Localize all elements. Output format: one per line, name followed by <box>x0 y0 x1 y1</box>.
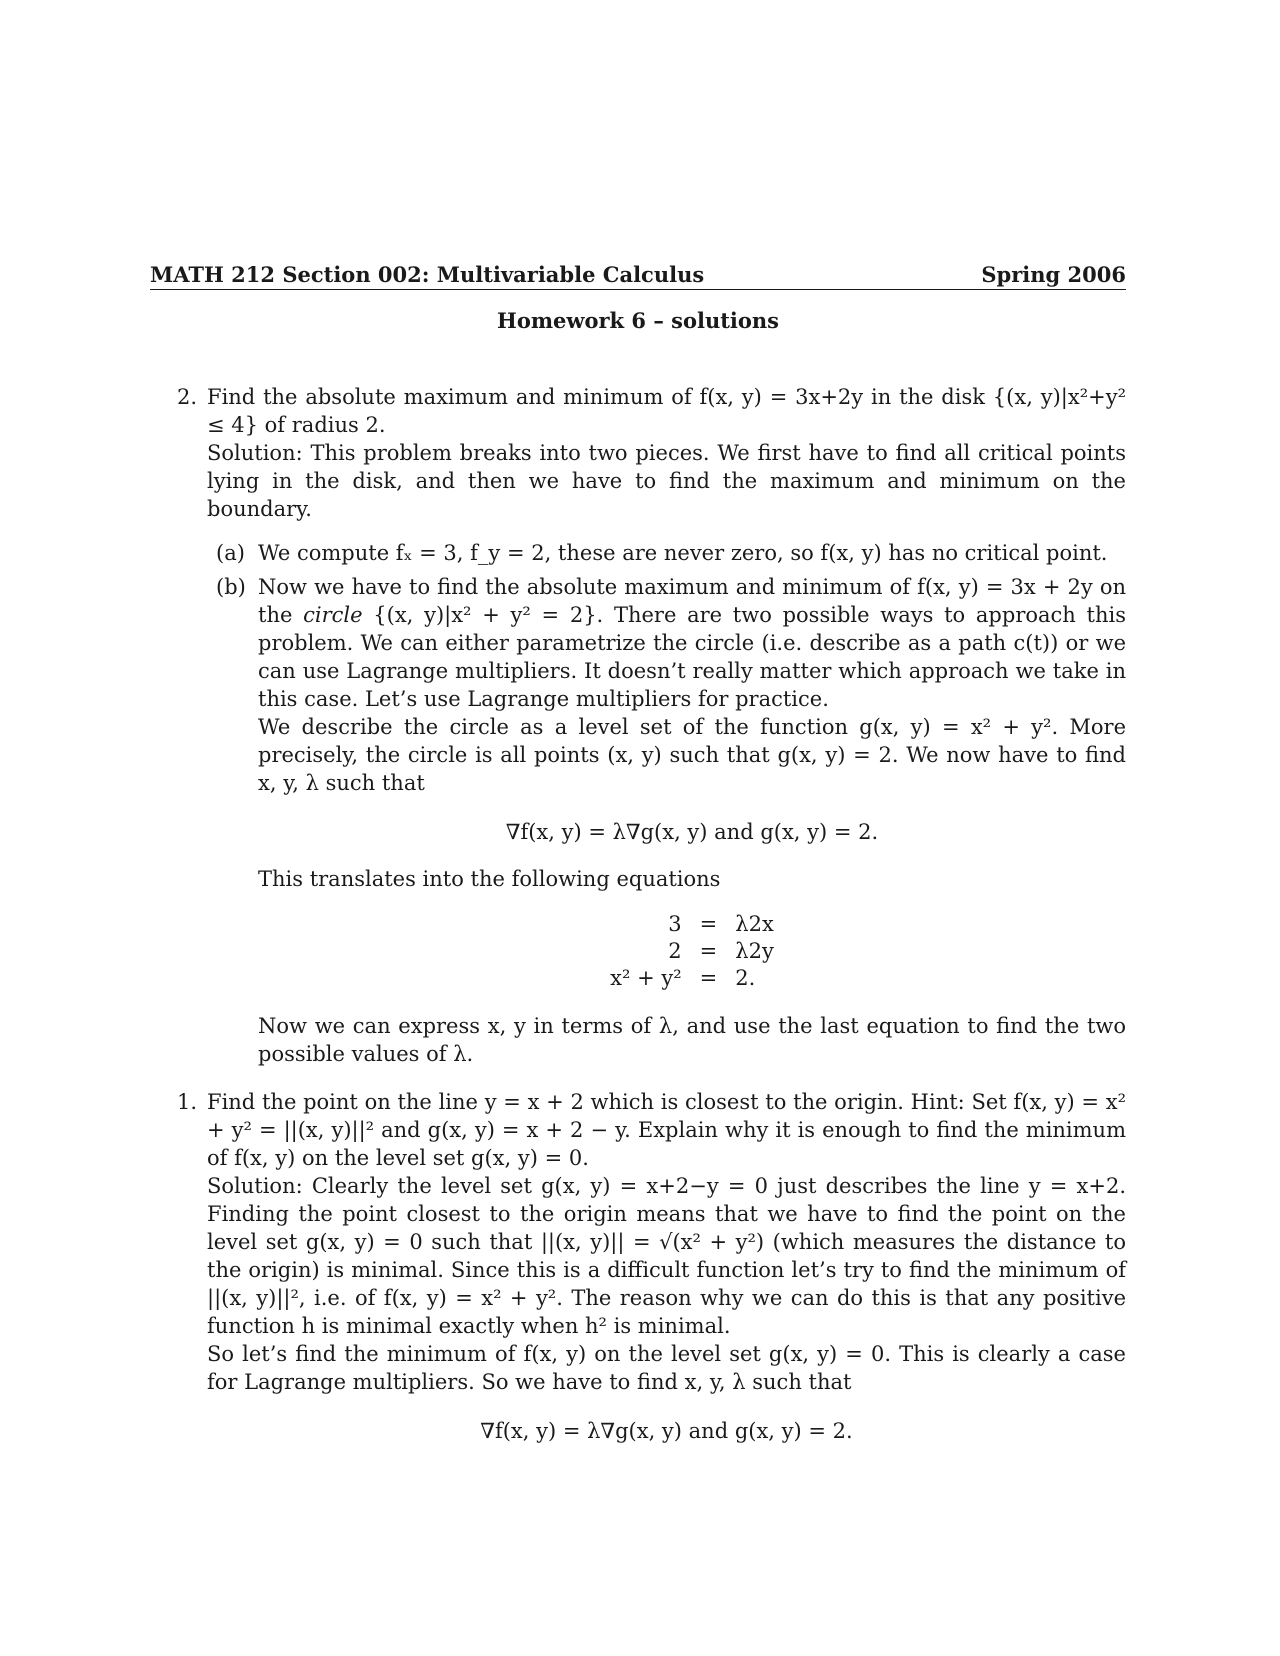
part-b <box>207 573 1126 1068</box>
emphasis-circle: circle <box>303 603 363 627</box>
solution-intro: Solution: This problem breaks into two pieces. We first have to find all critical points lying in the disk, and then we have to find the maximum and minimum on the boundary. <box>207 441 1126 521</box>
part-text-continued: {(x, y)|x² + y² = 2}. There are two possible ways to approach this problem. We can either parametrize the circle (i.e. describe as a path c(t)) or we can use Lagrange multipliers. It doesn’t really matter which approach we take in this case. Let’s use Lagrange multipliers for practice. <box>258 603 1126 711</box>
part-text: We compute fₓ = 3, f_y = 2, these are never zero, so f(x, y) has no critical point. <box>258 541 1108 565</box>
equation-row <box>610 938 774 965</box>
problem-number: 1. <box>177 1090 198 1114</box>
part-a <box>207 539 1126 567</box>
equation-row <box>610 911 774 938</box>
problem-statement: Find the point on the line y = x + 2 which is closest to the origin. Hint: Set f(x, y) = x² + y² = ||(x, y)||² and g(x, y) = x + 2 − y. Explain why it is enough to find the minimum of f(x, y) on the level set g(x, y) = 0. <box>207 1090 1126 1170</box>
page-subtitle: Homework 6 – solutions <box>496 308 780 333</box>
part-text: Now we have to find the absolute maximum and minimum of f(x, y) = 3x + 2y on the <box>258 575 1126 627</box>
part-label: (b) <box>216 575 246 599</box>
term: Spring 2006 <box>981 262 1126 287</box>
eq-rel: = <box>699 966 718 990</box>
problem-2 <box>150 383 1126 1068</box>
eq-rhs: λ2x <box>735 912 774 936</box>
problem-1 <box>150 1088 1126 1445</box>
problem-number: 2. <box>177 385 198 409</box>
equation-row <box>610 965 774 992</box>
course-title: MATH 212 Section 002: Multivariable Calculus <box>150 262 705 287</box>
closing-text: Now we can express x, y in terms of λ, and use the last equation to find the two possible values of λ. <box>258 1014 1126 1066</box>
eq-rhs: 2. <box>735 966 756 990</box>
eq-lhs: x² + y² <box>610 966 682 990</box>
page-header <box>150 262 1126 290</box>
eq-rhs: λ2y <box>735 939 774 963</box>
part-b-paragraph <box>258 573 1126 713</box>
eq-lhs: 2 <box>668 939 682 963</box>
display-equation: ∇f(x, y) = λ∇g(x, y) and g(x, y) = 2. <box>480 1419 853 1443</box>
level-set-paragraph: We describe the circle as a level set of the function g(x, y) = x² + y². More precisely, the circle is all points (x, y) such that g(x, y) = 2. We now have to find x, y, λ such that <box>258 715 1126 795</box>
document-page <box>150 262 1126 1464</box>
eq-rel: = <box>699 939 718 963</box>
eq-lhs: 3 <box>668 912 682 936</box>
problem-statement: Find the absolute maximum and minimum of f(x, y) = 3x+2y in the disk {(x, y)|x²+y² ≤ 4} of radius 2. <box>207 385 1126 437</box>
lagrange-text: So let’s find the minimum of f(x, y) on the level set g(x, y) = 0. This is clearly a case for Lagrange multipliers. So we have to find x, y, λ such that <box>207 1342 1126 1394</box>
part-label: (a) <box>216 541 245 565</box>
solution-text: Solution: Clearly the level set g(x, y) = x+2−y = 0 just describes the line y = x+2. Finding the point closest to the origin means that we have to find the point on the level set g(x, y) = 0 such that ||(x, y)|| = √(x² + y²) (which measures the distance to the origin) is minimal. Since this is a difficult function let’s try to find the minimum of ||(x, y)||², i.e. of f(x, y) = x² + y². The reason why we can do this is that any positive function h is minimal exactly when h² is minimal. <box>207 1174 1126 1338</box>
equation-array <box>610 911 774 992</box>
translates-text: This translates into the following equations <box>258 867 721 891</box>
eq-rel: = <box>699 912 718 936</box>
sub-parts <box>207 539 1126 1068</box>
display-equation: ∇f(x, y) = λ∇g(x, y) and g(x, y) = 2. <box>505 820 879 844</box>
